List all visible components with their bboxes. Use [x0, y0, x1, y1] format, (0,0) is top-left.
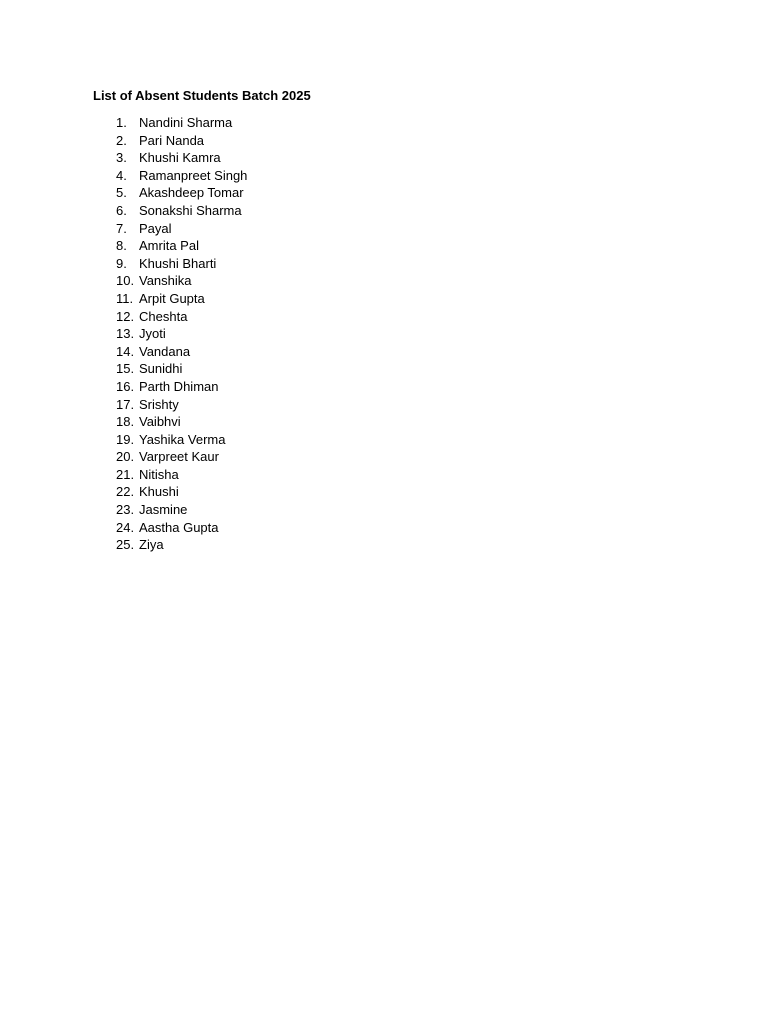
list-item [93, 237, 247, 255]
student-name: Khushi Kamra [139, 150, 221, 166]
list-item [93, 431, 247, 449]
student-name: Khushi Bharti [139, 255, 217, 271]
absent-students-list [93, 114, 247, 554]
list-item [93, 448, 247, 466]
list-item [93, 255, 247, 273]
list-item [93, 501, 247, 519]
student-name: Pari Nanda [139, 132, 205, 148]
student-name: Amrita Pal [139, 238, 199, 254]
list-item [93, 167, 247, 185]
student-name: Aastha Gupta [139, 519, 219, 535]
list-item [93, 132, 247, 150]
student-name: Parth Dhiman [139, 378, 219, 394]
student-name: Cheshta [139, 308, 188, 324]
student-name: Varpreet Kaur [139, 449, 219, 465]
list-item-number: 24. [116, 519, 135, 535]
list-item-number: 5. [116, 185, 127, 201]
list-item-number: 3. [116, 150, 127, 166]
list-item-number: 17. [116, 396, 135, 412]
list-item-number: 18. [116, 414, 135, 430]
list-item [93, 360, 247, 378]
list-item [93, 378, 247, 396]
list-item-number: 12. [116, 308, 135, 324]
list-item [93, 343, 247, 361]
list-item-number: 20. [116, 449, 135, 465]
list-item-number: 7. [116, 220, 127, 236]
list-item-number: 23. [116, 502, 135, 518]
list-item [93, 466, 247, 484]
list-item [93, 272, 247, 290]
list-item [93, 202, 247, 220]
student-name: Yashika Verma [139, 431, 226, 447]
student-name: Vaibhvi [139, 414, 181, 430]
list-item-number: 4. [116, 167, 127, 183]
student-name: Ziya [139, 537, 164, 553]
list-item [93, 413, 247, 431]
list-item [93, 396, 247, 414]
student-name: Jyoti [139, 326, 166, 342]
student-name: Ramanpreet Singh [139, 167, 248, 183]
list-item-number: 14. [116, 343, 135, 359]
list-item [93, 149, 247, 167]
list-item-number: 13. [116, 326, 135, 342]
student-name: Nandini Sharma [139, 115, 233, 130]
list-item-number: 8. [116, 238, 127, 254]
list-item [93, 114, 247, 132]
student-name: Vanshika [139, 273, 192, 289]
list-item-number: 10. [116, 273, 135, 289]
student-name: Khushi [139, 484, 179, 500]
student-name: Payal [139, 220, 172, 236]
student-name: Sonakshi Sharma [139, 202, 242, 218]
list-item-number: 2. [116, 132, 127, 148]
list-item-number: 25. [116, 537, 135, 553]
list-item [93, 184, 247, 202]
list-item-number: 6. [116, 202, 127, 218]
document-title: List of Absent Students Batch 2025 [93, 88, 311, 103]
list-item [93, 290, 247, 308]
list-item [93, 220, 247, 238]
list-item-number: 15. [116, 361, 135, 377]
list-item-number: 16. [116, 378, 135, 394]
list-item-number: 1. [116, 115, 127, 130]
list-item-number: 19. [116, 431, 135, 447]
list-item-number: 9. [116, 255, 127, 271]
student-name: Vandana [139, 343, 191, 359]
list-item [93, 519, 247, 537]
list-item-number: 21. [116, 466, 135, 482]
list-item [93, 308, 247, 326]
student-name: Akashdeep Tomar [139, 185, 244, 201]
student-name: Arpit Gupta [139, 290, 205, 306]
student-name: Jasmine [139, 502, 188, 518]
list-item-number: 11. [116, 290, 134, 306]
student-name: Nitisha [139, 466, 179, 482]
list-item [93, 483, 247, 501]
list-item [93, 536, 247, 554]
list-item-number: 22. [116, 484, 135, 500]
student-name: Srishty [139, 396, 179, 412]
student-name: Sunidhi [139, 361, 183, 377]
list-item [93, 325, 247, 343]
